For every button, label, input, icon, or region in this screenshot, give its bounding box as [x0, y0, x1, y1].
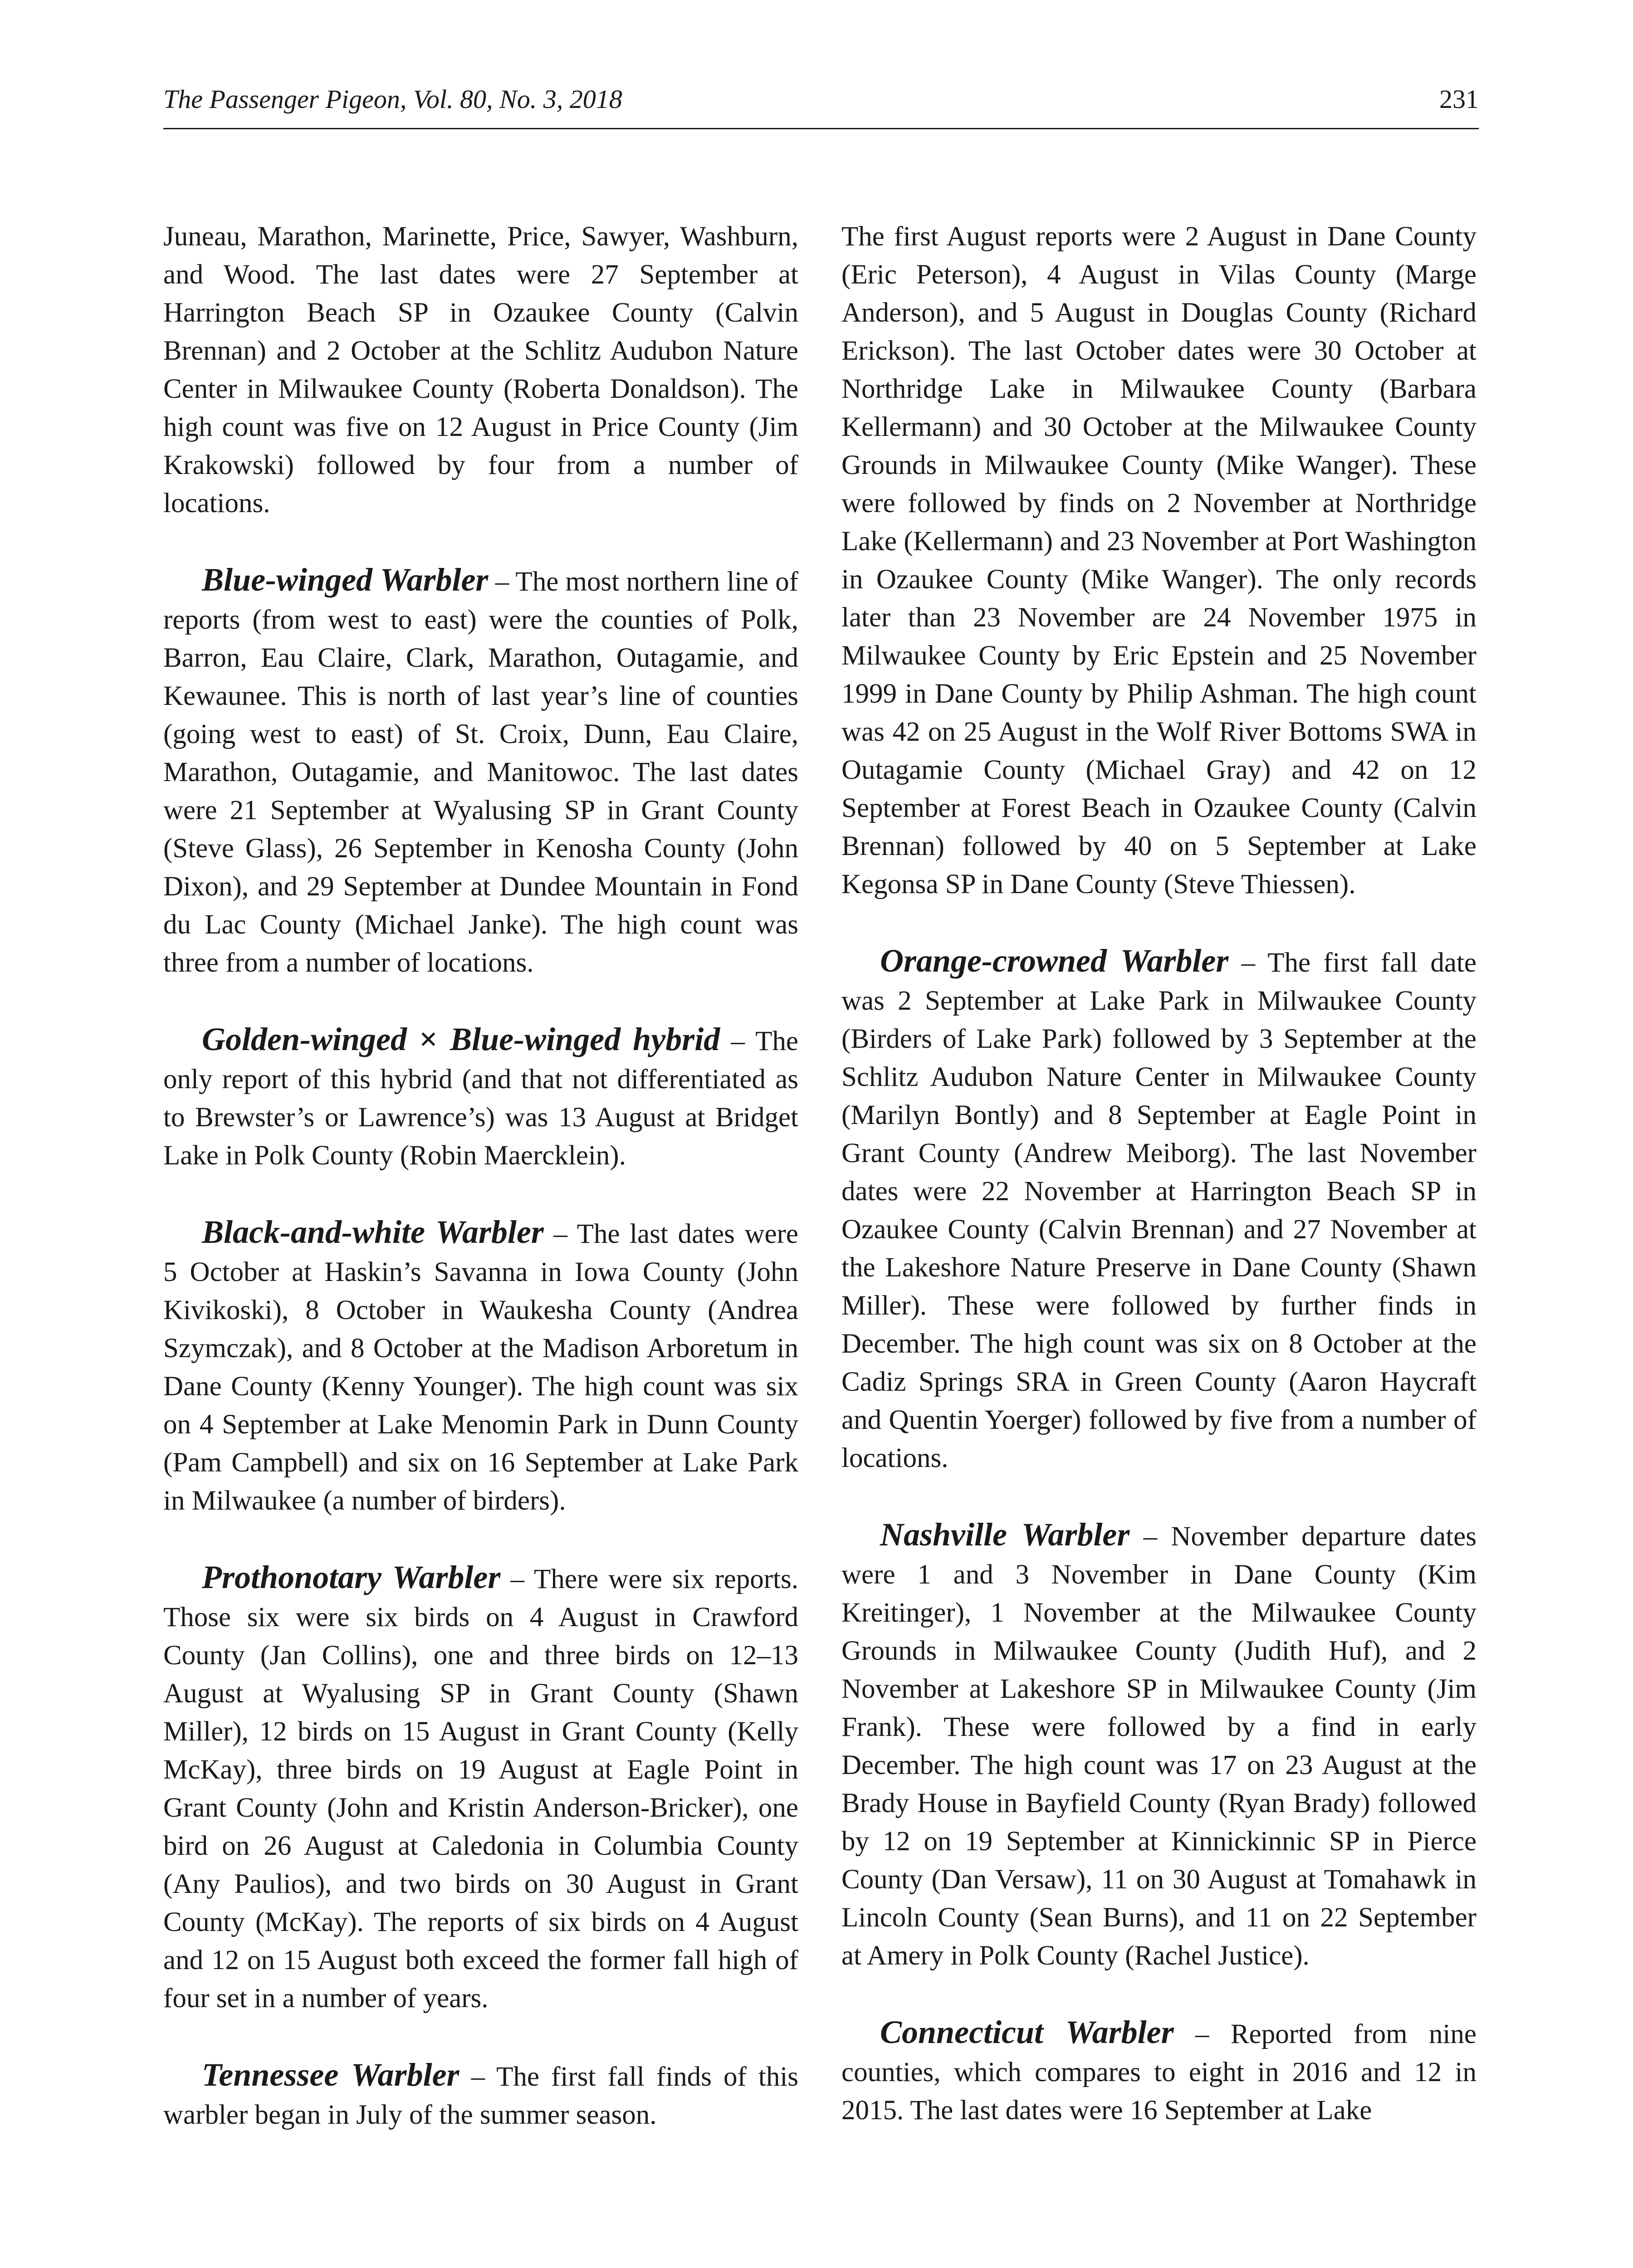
- species-name: Blue-winged Warbler: [202, 562, 489, 598]
- right-column: [841, 218, 1477, 2168]
- species-entry-tennessee-warbler: [163, 2056, 798, 2134]
- species-name: Golden-winged: [202, 1021, 407, 1057]
- journal-title: The Passenger Pigeon, Vol. 80, No. 3, 2018: [163, 84, 622, 114]
- species-name: Prothonotary Warbler: [202, 1559, 501, 1595]
- species-entry-black-and-white-warbler: [163, 1213, 798, 1520]
- page-number: 231: [1439, 84, 1479, 114]
- entry-text: – November departure dates were 1 and 3 November in Dane County (Kim Kreitinger), 1 November at the Milwaukee County Grounds in Milwaukee County (Judith Huf), and 2 November at Lakeshore SP in Milwaukee County (Jim Frank). These were followed by a find in early December. The high count was 17 on 23 August at the Brady House in Bayfield County (Ryan Brady) followed by 12 on 19 September at Kinnickinnic SP in Pierce County (Dan Versaw), 11 on 30 August at Tomahawk in Lincoln County (Sean Burns), and 11 on 22 September at Amery in Polk County (Rachel Justice).: [841, 1521, 1477, 1971]
- species-name-second: Blue-winged hybrid: [450, 1021, 720, 1057]
- hybrid-times-sign: ×: [407, 1021, 450, 1057]
- left-column: [163, 218, 798, 2172]
- species-name: Connecticut Warbler: [880, 2014, 1174, 2050]
- entry-text: – The first fall finds of this warbler began in July of the summer season.: [163, 2062, 798, 2130]
- entry-text: – There were six reports. Those six were six birds on 4 August in Crawford County (Jan Collins), one and three birds on 12–13 August at Wyalusing SP in Grant County (Shawn Miller), 12 birds on 15 August in Grant County (Kelly McKay), three birds on 19 August at Eagle Point in Grant County (John and Kristin Anderson-Bricker), one bird on 26 August at Caledonia in Columbia County (Any Paulios), and two birds on 30 August in Grant County (McKay). The reports of six birds on 4 August and 12 on 15 August both exceed the former fall high of four set in a number of years.: [163, 1564, 798, 2014]
- continued-paragraph: Juneau, Marathon, Marinette, Price, Sawyer, Washburn, and Wood. The last dates were 27 September at Harrington Beach SP in Ozaukee County (Calvin Brennan) and 2 October at the Schlitz Audubon Nature Center in Milwaukee County (Roberta Donaldson). The high count was five on 12 August in Price County (Jim Krakowski) followed by four from a number of locations.: [163, 221, 798, 518]
- running-header: [163, 86, 1479, 132]
- header-rule: [163, 128, 1479, 129]
- species-name: Orange-crowned Warbler: [880, 943, 1229, 979]
- species-entry-prothonotary-warbler: [163, 1558, 798, 2018]
- entry-text: – The last dates were 5 October at Haskin’s Savanna in Iowa County (John Kivikoski), 8 October in Waukesha County (Andrea Szymczak), and 8 October at the Madison Arboretum in Dane County (Kenny Younger). The high count was six on 4 September at Lake Menomin Park in Dunn County (Pam Campbell) and six on 16 September at Lake Park in Milwaukee (a number of birders).: [163, 1219, 799, 1516]
- species-entry-orange-crowned-warbler: [841, 942, 1477, 1477]
- entry-text: – Reported from nine counties, which compares to eight in 2016 and 12 in 2015. The last dates were 16 September at Lake: [841, 2019, 1477, 2126]
- species-name: Black-and-white Warbler: [202, 1214, 544, 1250]
- species-entry-golden-winged-blue-winged-hybrid: [163, 1020, 798, 1175]
- species-entry-blue-winged-warbler: [163, 561, 798, 982]
- entry-text: – The only report of this hybrid (and that not differentiated as to Brewster’s or Lawrence’s) was 13 August at Bridget Lake in Polk County (Robin Maercklein).: [163, 1026, 798, 1171]
- entry-text: – The first fall date was 2 September at Lake Park in Milwaukee County (Birders of Lake Park) followed by 3 September at the Schlitz Audubon Nature Center in Milwaukee County (Marilyn Bontly) and 8 September at Eagle Point in Grant County (Andrew Meiborg). The last November dates were 22 November at Harrington Beach SP in Ozaukee County (Calvin Brennan) and 27 November at the Lakeshore Nature Preserve in Dane County (Shawn Miller). These were followed by further finds in December. The high count was six on 8 October at the Cadiz Springs SRA in Green County (Aaron Haycraft and Quentin Yoerger) followed by five from a number of locations.: [841, 948, 1477, 1473]
- species-entry-nashville-warbler: [841, 1515, 1477, 1975]
- species-name: Tennessee Warbler: [202, 2057, 460, 2093]
- continued-paragraph: The first August reports were 2 August in Dane County (Eric Peterson), 4 August in Vilas County (Marge Anderson), and 5 August in Douglas County (Richard Erickson). The last October dates were 30 October at Northridge Lake in Milwaukee County (Barbara Kellermann) and 30 October at the Milwaukee County Grounds in Milwaukee County (Mike Wanger). These were followed by finds on 2 November at Northridge Lake (Kellermann) and 23 November at Port Washington in Ozaukee County (Mike Wanger). The only records later than 23 November are 24 November 1975 in Milwaukee County by Eric Epstein and 25 November 1999 in Dane County by Philip Ashman. The high count was 42 on 25 August in the Wolf River Bottoms SWA in Outagamie County (Michael Gray) and 42 on 12 September at Forest Beach in Ozaukee County (Calvin Brennan) followed by 40 on 5 September at Lake Kegonsa SP in Dane County (Steve Thiessen).: [841, 221, 1477, 899]
- species-name: Nashville Warbler: [880, 1516, 1130, 1553]
- entry-text: – The most northern line of reports (from west to east) were the counties of Polk, Barron, Eau Claire, Clark, Marathon, Outagamie, and Kewaunee. This is north of last year’s line of counties (going west to east) of St. Croix, Dunn, Eau Claire, Marathon, Outagamie, and Manitowoc. The last dates were 21 September at Wyalusing SP in Grant County (Steve Glass), 26 September in Kenosha County (John Dixon), and 29 September at Dundee Mountain in Fond du Lac County (Michael Janke). The high count was three from a number of locations.: [163, 567, 798, 978]
- species-entry-connecticut-warbler: [841, 2013, 1477, 2130]
